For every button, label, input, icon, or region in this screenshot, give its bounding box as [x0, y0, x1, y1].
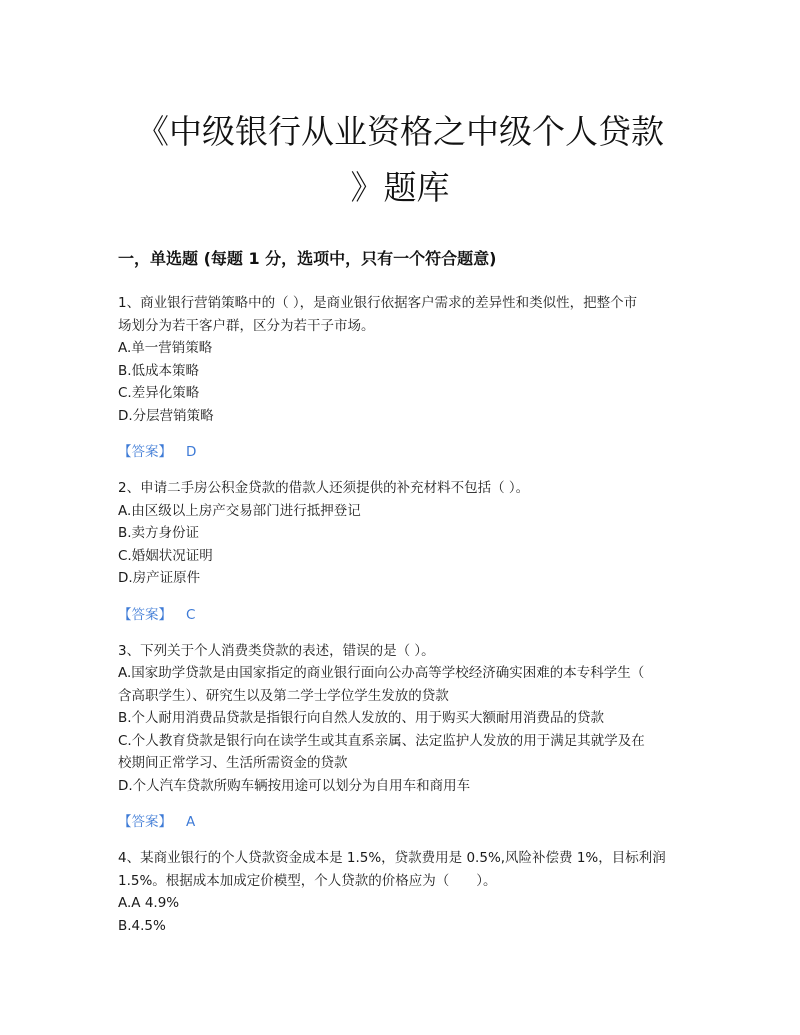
- question-stem: 场划分为若干客户群，区分为若干子市场。: [118, 317, 375, 334]
- question-stem: 3、下列关于个人消费类贷款的表述，错误的是（ ）。: [118, 642, 435, 659]
- option-b: B.卖方身份证: [118, 525, 200, 541]
- answer-label: 【答案】: [118, 814, 172, 830]
- option-c: C.个人教育贷款是银行向在读学生或其直系亲属、法定监护人发放的用于满足其就学及在: [118, 732, 645, 749]
- option-d: D.个人汽车贷款所购车辆按用途可以划分为自用车和商用车: [118, 777, 471, 794]
- question-stem: 4、某商业银行的个人贷款资金成本是 1.5%，贷款费用是 0.5%,风险补偿费 1%，目标利润: [118, 850, 666, 866]
- question-4: [118, 847, 684, 937]
- option-b: B.4.5%: [118, 917, 166, 934]
- option-d: D.分层营销策略: [118, 407, 214, 424]
- answer-label: 【答案】: [118, 606, 172, 623]
- answer-line: [118, 441, 684, 463]
- question-list: [118, 292, 684, 937]
- option-a-continued: 含高职学生）、研究生以及第二学士学位学生发放的贷款: [118, 687, 449, 704]
- option-c: C.差异化策略: [118, 385, 200, 401]
- document-title: [100, 104, 700, 216]
- title-line-2: 》题库: [350, 168, 450, 207]
- question-stem: 1、商业银行营销策略中的（ ），是商业银行依据客户需求的差异性和类似性，把整个市: [118, 295, 638, 311]
- answer-value: D: [186, 444, 197, 460]
- option-b: B.个人耐用消费品贷款是指银行向自然人发放的、用于购买大额耐用消费品的贷款: [118, 710, 605, 726]
- section-heading: 一，单选题 (每题 1 分，选项中，只有一个符合题意): [118, 249, 497, 268]
- question-1: [118, 292, 684, 463]
- option-b: B.低成本策略: [118, 362, 200, 379]
- question-3: [118, 640, 684, 834]
- question-2: [118, 477, 684, 626]
- option-c-continued: 校期间正常学习、生活所需资金的贷款: [118, 755, 348, 771]
- option-d: D.房产证原件: [118, 570, 201, 586]
- answer-line: [118, 811, 684, 833]
- option-a: A.单一营销策略: [118, 340, 213, 356]
- question-stem: 1.5%。根据成本加成定价模型，个人贷款的价格应为（ ）。: [118, 872, 497, 889]
- title-line-1: 《中级银行从业资格之中级个人贷款: [136, 112, 664, 151]
- option-c: C.婚姻状况证明: [118, 547, 213, 564]
- option-a: A.A 4.9%: [118, 895, 180, 911]
- answer-value: A: [186, 814, 196, 830]
- answer-line: [118, 604, 684, 626]
- answer-label: 【答案】: [118, 444, 172, 460]
- option-a: A.由区级以上房产交易部门进行抵押登记: [118, 502, 361, 519]
- answer-value: C: [186, 606, 196, 623]
- question-stem: 2、申请二手房公积金贷款的借款人还须提供的补充材料不包括（ ）。: [118, 480, 530, 496]
- option-a: A.国家助学贷款是由国家指定的商业银行面向公办高等学校经济确实困难的本专科学生（: [118, 665, 645, 681]
